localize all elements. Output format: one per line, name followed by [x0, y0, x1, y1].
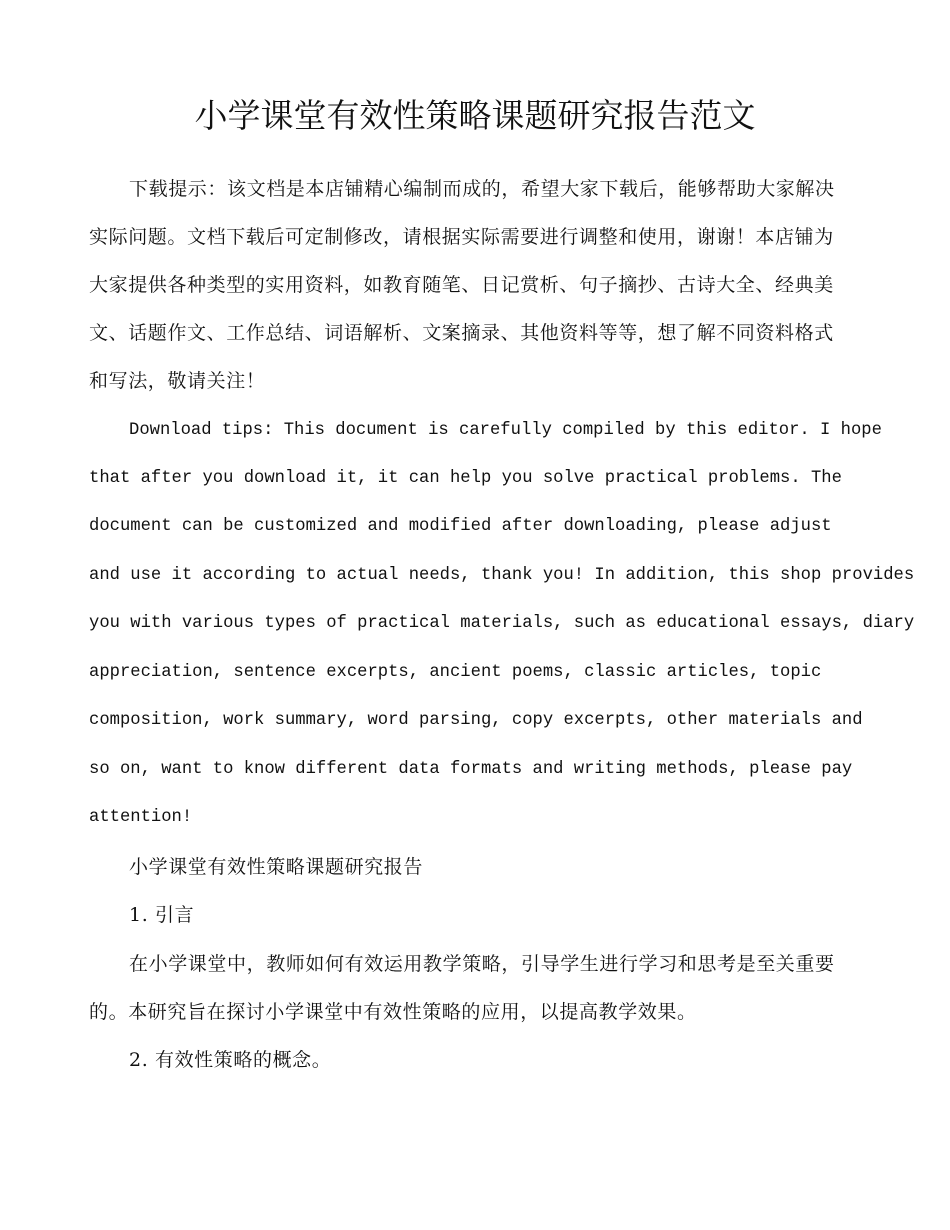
- download-tip-cn-line: 文、话题作文、工作总结、词语解析、文案摘录、其他资料等等，想了解不同资料格式: [89, 322, 834, 344]
- download-tip-en-line: attention!: [89, 808, 193, 827]
- download-tip-cn-line: 和写法，敬请关注！: [89, 370, 266, 392]
- download-tip-en-line: Download tips: This document is carefully compiled by this editor. I hope: [129, 421, 882, 440]
- download-tip-en-line: document can be customized and modified after downloading, please adjust: [89, 517, 832, 536]
- document-title: 小学课堂有效性策略课题研究报告范文: [194, 96, 756, 135]
- download-tip-en-line: so on, want to know different data formats and writing methods, please pay: [89, 760, 853, 779]
- download-tip-en-line: that after you download it, it can help you solve practical problems. The: [89, 469, 842, 488]
- report-heading: 小学课堂有效性策略课题研究报告: [129, 856, 424, 878]
- download-tip-cn-line: 大家提供各种类型的实用资料，如教育随笔、日记赏析、句子摘抄、古诗大全、经典美: [89, 274, 834, 296]
- download-tip-en-line: composition, work summary, word parsing, copy excerpts, other materials and: [89, 711, 863, 730]
- section-1-line: 在小学课堂中，教师如何有效运用教学策略，引导学生进行学习和思考是至关重要: [129, 953, 835, 975]
- download-tip-en-line: you with various types of practical materials, such as educational essays, diary: [89, 614, 915, 633]
- download-tip-cn-line: 实际问题。文档下载后可定制修改，请根据实际需要进行调整和使用，谢谢！本店铺为: [89, 226, 834, 248]
- section-2-heading: 2. 有效性策略的概念。: [129, 1049, 332, 1071]
- download-tip-en-line: and use it according to actual needs, thank you! In addition, this shop provides: [89, 566, 915, 585]
- download-tip-cn-line: 下载提示：该文档是本店铺精心编制而成的，希望大家下载后，能够帮助大家解决: [129, 178, 835, 200]
- section-1-line: 的。本研究旨在探讨小学课堂中有效性策略的应用，以提高教学效果。: [89, 1001, 697, 1023]
- download-tip-en-line: appreciation, sentence excerpts, ancient poems, classic articles, topic: [89, 663, 822, 682]
- section-1-heading: 1. 引言: [129, 904, 195, 926]
